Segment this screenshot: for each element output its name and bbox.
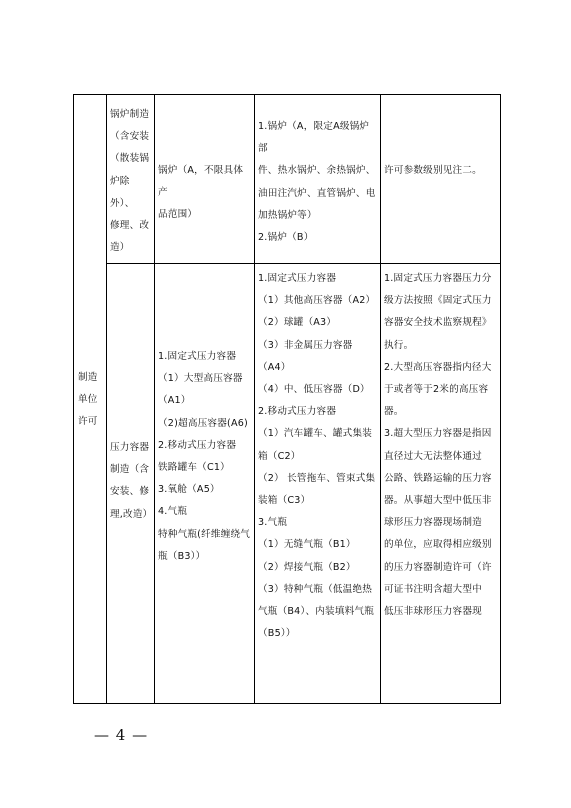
boiler-level-a-cell: 锅炉（A，不限具体产 品范围）: [158, 165, 244, 221]
pressure-vessel-category-cell: 压力容器 制造（含 安装、修 理,改造）: [110, 442, 153, 520]
table-divider: [254, 94, 255, 704]
pressure-vessel-note-cell: 1.固定式压力容器压力分 级方法按照《固定式压力 容器安全技术监察规程》 执行。 2.大型高压容器指内径大 于或者等于2米的高压容 器。 3.超大型压力容器是指因 直径过大无法整体通过 公路、铁路运输的压力容 器。从事超大型中低压非 球形压力容器现场制造 的单位，应取得相应级别 的压力容器制造许可（许 可证书注明含超大型中 低压非球形压力容器现: [384, 273, 492, 618]
boiler-category-cell: 锅炉制造 （含安装 （散装锅 炉除外）、 修理、改 造）: [110, 109, 150, 254]
table-divider: [106, 94, 107, 704]
manufacturing-license-cell: 制造 单位 许可: [78, 372, 98, 428]
page-number: — 4 —: [94, 726, 149, 744]
pressure-vessel-level-a-cell: 1.固定式压力容器 （1）大型高压容器 （A1） （2)超高压容器(A6) 2.移动式压力容器 铁路罐车（C1） 3.氧舱（A5） 4.气瓶 特种气瓶(纤维缠绕气 瓶（B3））: [158, 351, 251, 562]
table-divider: [154, 94, 155, 704]
table-divider: [106, 263, 501, 264]
boiler-note-cell: 许可参数级别见注二。: [384, 165, 482, 176]
table-divider: [380, 94, 381, 704]
pressure-vessel-scope-cell: 1.固定式压力容器 （1）其他高压容器（A2） （2）球罐（A3） （3）非金属压力容器（A4） （4）中、低压容器（D） 2.移动式压力容器 （1）汽车罐车、罐式集装 箱（C2） （2） 长管拖车、管束式集 装箱（C3） 3.气瓶 （1）无缝气瓶（B1） （2）焊接气瓶（B2） （3）特种气瓶（低温绝热 气瓶（B4）、内装填料气瓶 （B5））: [258, 273, 376, 640]
boiler-scope-cell: 1.锅炉（A，限定A级锅炉部 件、热水锅炉、余热锅炉、 油田注汽炉、直管锅炉、电 加热锅炉等） 2.锅炉（B）: [258, 121, 376, 244]
